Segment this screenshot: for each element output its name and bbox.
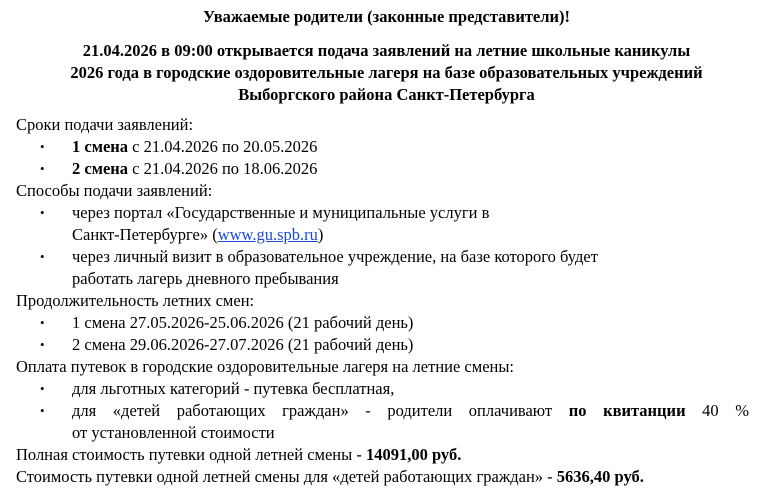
deadlines-list [16, 136, 757, 180]
announcement-line: 2026 года в городские оздоровительные лагеря на базе образовательных учреждений [70, 63, 703, 82]
list-item [16, 378, 757, 400]
deadlines-title: Сроки подачи заявлений: [16, 115, 194, 134]
portal-text: через портал «Государственные и муниципальные услуги в [72, 203, 490, 222]
payment-list [16, 378, 757, 444]
shift-label: 1 смена [72, 137, 129, 156]
full-cost-amount: 14091,00 руб. [365, 445, 462, 464]
list-item [16, 136, 757, 158]
visit-text: работать лагерь дневного пребывания [72, 269, 339, 288]
list-item [16, 400, 757, 444]
methods-title: Способы подачи заявлений: [16, 181, 213, 200]
list-item [16, 158, 757, 180]
portal-text: Санкт-Петербурге» ( [72, 225, 218, 244]
greeting-heading: Уважаемые родители (законные представители)! [202, 7, 571, 26]
full-cost-text: Полная стоимость путевки одной летней смены - [16, 445, 366, 464]
announcement-heading [16, 40, 757, 106]
payment-line [72, 400, 749, 422]
bullet-icon: • [40, 337, 45, 352]
duration-list [16, 312, 757, 356]
payment-text-bold: по квитанции [568, 401, 686, 420]
child-cost-amount: 5636,40 руб. [556, 467, 644, 486]
bullet-icon: • [40, 161, 45, 176]
shift-dates: с 21.04.2026 по 18.06.2026 [128, 159, 318, 178]
full-cost-line [16, 444, 757, 466]
shift-label: 2 смена [72, 159, 129, 178]
bullet-icon: • [40, 315, 45, 330]
methods-list [16, 202, 757, 290]
list-item [16, 246, 757, 290]
payment-text: для «детей работающих граждан» - родители оплачивают [72, 401, 569, 420]
bullet-icon: • [40, 139, 45, 154]
bullet-icon: • [40, 249, 45, 264]
payment-title: Оплата путевок в городские оздоровительные лагеря на летние смены: [16, 357, 515, 376]
bullet-icon: • [40, 381, 45, 396]
announcement-line: 21.04.2026 в 09:00 открывается подача заявлений на летние школьные каникулы [82, 41, 691, 60]
bullet-icon: • [40, 403, 45, 418]
portal-link[interactable]: www.gu.spb.ru [217, 225, 318, 244]
shift-dates: с 21.04.2026 по 20.05.2026 [128, 137, 318, 156]
payment-text: 40 % [685, 401, 749, 420]
portal-text: ) [317, 225, 324, 244]
duration-text: 1 смена 27.05.2026-25.06.2026 (21 рабочий день) [72, 313, 414, 332]
announcement-line: Выборгского района Санкт-Петербурга [238, 85, 535, 104]
bullet-icon: • [40, 205, 45, 220]
duration-text: 2 смена 29.06.2026-27.07.2026 (21 рабочий день) [72, 335, 414, 354]
child-cost-line [16, 466, 757, 488]
visit-text: через личный визит в образовательное учреждение, на базе которого будет [72, 247, 598, 266]
list-item [16, 334, 757, 356]
duration-title: Продолжительность летних смен: [16, 291, 255, 310]
payment-line: от установленной стоимости [72, 423, 275, 442]
list-item [16, 202, 757, 246]
child-cost-text: Стоимость путевки одной летней смены для «детей работающих граждан» - [16, 467, 557, 486]
list-item [16, 312, 757, 334]
payment-text: для льготных категорий - путевка бесплатная, [72, 379, 395, 398]
